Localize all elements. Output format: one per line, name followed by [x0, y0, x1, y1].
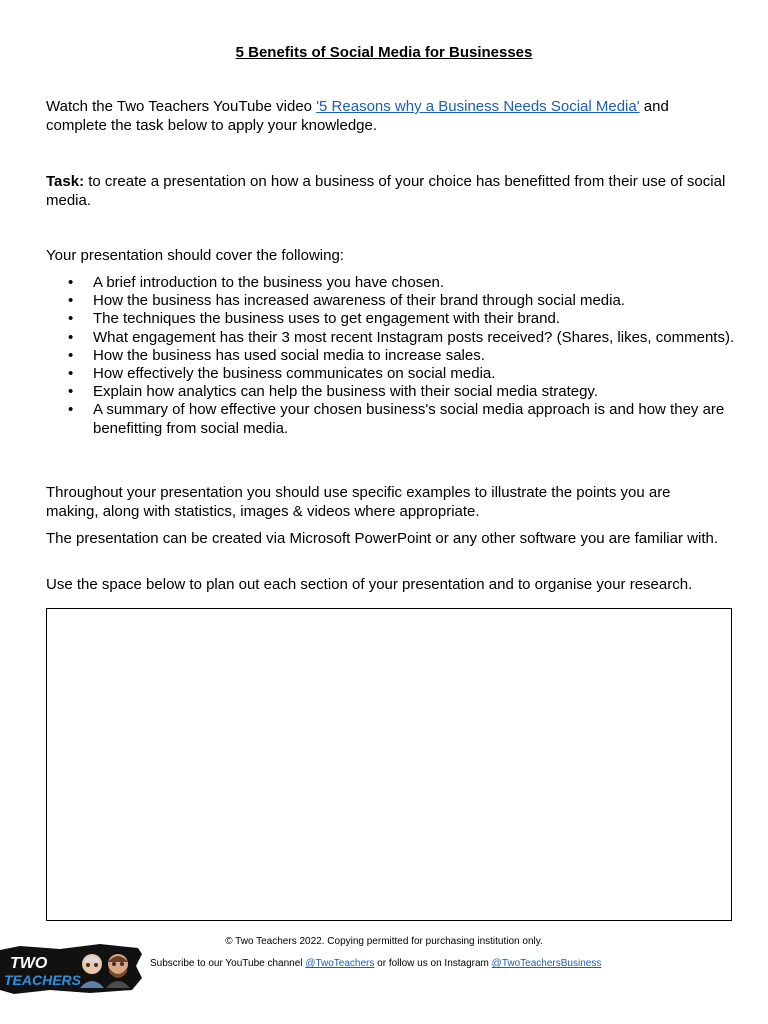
examples-paragraph: Throughout your presentation you should use specific examples to illustrate the points you are making, along with statistics, images & videos where appropriate.	[46, 484, 671, 520]
video-link[interactable]: '5 Reasons why a Business Needs Social Media'	[316, 98, 640, 115]
list-item: • How effectively the business communicates on social media.	[46, 365, 736, 383]
instagram-link[interactable]: @TwoTeachersBusiness	[491, 958, 602, 969]
list-item: • What engagement has their 3 most recent Instagram posts received? (Shares, likes, comments).	[46, 329, 736, 347]
list-item: • How the business has used social media to increase sales.	[46, 347, 736, 365]
copyright-notice: © Two Teachers 2022. Copying permitted for purchasing institution only.	[225, 936, 543, 947]
software-paragraph: The presentation can be created via Microsoft PowerPoint or any other software you are familiar with.	[46, 530, 718, 547]
logo-text-two: TWO	[10, 955, 48, 972]
plan-instruction: Use the space below to plan out each section of your presentation and to organise your research.	[46, 576, 693, 593]
subscribe-prefix: Subscribe to our YouTube channel	[150, 958, 306, 969]
task-paragraph	[46, 173, 726, 210]
task-label: Task:	[46, 173, 85, 190]
logo-text-teachers: TEACHERS	[4, 972, 82, 988]
planning-box[interactable]	[46, 608, 732, 921]
task-text: to create a presentation on how a business of your choice has benefitted from their use of social media.	[46, 173, 726, 209]
instagram-prefix: or follow us on Instagram	[374, 958, 492, 969]
list-item: • A summary of how effective your chosen business's social media approach is and how they are benefitting from social media.	[46, 401, 736, 437]
list-item: • A brief introduction to the business you have chosen.	[46, 274, 736, 292]
list-item: • The techniques the business uses to get engagement with their brand.	[46, 310, 736, 328]
page-title: 5 Benefits of Social Media for Businesses	[235, 44, 533, 61]
youtube-channel-link[interactable]: @TwoTeachers	[305, 958, 375, 969]
cover-intro: Your presentation should cover the following:	[46, 247, 344, 264]
list-item: • How the business has increased awareness of their brand through social media.	[46, 292, 736, 310]
list-item: • Explain how analytics can help the business with their social media strategy.	[46, 383, 736, 401]
requirements-list	[46, 274, 736, 438]
intro-paragraph	[46, 98, 726, 135]
subscribe-line	[150, 958, 750, 969]
intro-suffix: and complete the task below to apply your knowledge.	[46, 98, 669, 134]
two-teachers-logo	[0, 940, 142, 996]
intro-prefix: Watch the Two Teachers YouTube video	[46, 98, 317, 115]
